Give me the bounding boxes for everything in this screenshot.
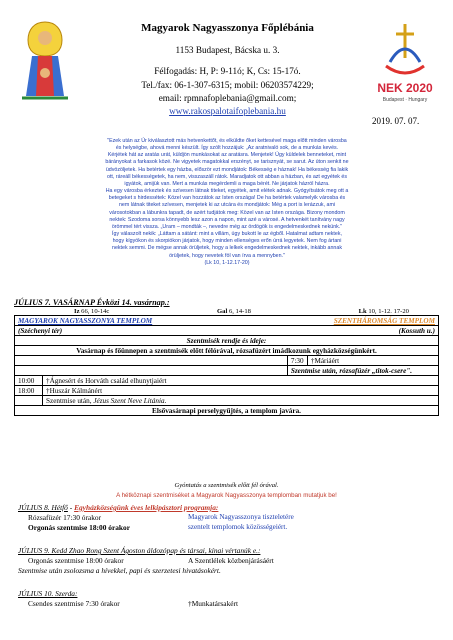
quote-line: Kérjétek hát az aratás urát, küldjön munkásokat az aratásra. Menjetek! Úgy küldelek benneteket, mint <box>107 152 347 159</box>
sunday-readings <box>14 308 439 315</box>
table-row <box>15 376 439 386</box>
table-row <box>15 326 439 336</box>
table-row <box>15 396 439 406</box>
header-info <box>90 22 365 118</box>
quote-line: igyátok, amijük van. Mert a munkás megérdemli a maga bérét. Ne járjatok házról házra. <box>124 180 330 187</box>
parish-logo-icon <box>12 18 78 102</box>
mass-time: 18:00 <box>15 386 43 396</box>
quote-line: Így válaszolt nekik: „Láttam a sátánt: mint a villám, úgy bukott le az égből. Hatalmat adtam nektek, <box>112 231 342 238</box>
table-row <box>15 366 439 376</box>
quote-line: örüljetek, hogy nevetek föl van írva a mennyben." <box>169 252 285 259</box>
church-right-location: (Kossuth u.) <box>307 326 438 336</box>
church-left-name: MAGYAROK NAGYASSZONYA TEMPLOM <box>18 316 153 325</box>
quote-line: Ha egy városba érkeztek és szívesen látnak titeket, egyétek, amit elétek adnak. Gyógyítsátok meg ott a <box>105 188 349 195</box>
quote-line: nektek: Szodoma sorsa könnyebb lesz azon a napon, mint azé a városé. A hetvenkét tanítvány nagy <box>109 216 345 223</box>
monday-intention-2: szentelt templomok közösségeiért. <box>188 523 288 531</box>
weekday-mass-note: A hétköznapi szentmiséket a Magyarok Nagyasszonya templomban mutatjuk be! <box>116 492 337 499</box>
after-mass-note: Szentmise után, rózsafüzér „titok-csere". <box>287 366 438 376</box>
mass-time: 7:30 <box>287 356 307 366</box>
quote-line: városotokban a lábunkra tapadt, de azért tudjátok meg: Közel van az Isten országa. Bizony mondom <box>109 209 345 216</box>
mass-time: 10:00 <box>15 376 43 386</box>
table-row <box>15 336 439 346</box>
quote-line: ott, ráreáll békességetek, ha nem, visszaszáll rátok. Maradjatok ott abban a házban, és azt egyétek és <box>107 173 347 180</box>
email: email: rpmnafoplebania@gmail.com; <box>158 92 297 103</box>
nek-logo-subtext: Budapest · Hungary <box>382 97 428 103</box>
quote-line: "Ezek után az Úr kiválasztott más hetvenkettőt, és elküldte őket kettesével maga előtt minden városba <box>107 138 347 144</box>
tuesday-intention: A Szentlélek közbenjárásáért <box>188 556 274 565</box>
monday-program: Egyházközségünk éves lelkipásztori programja: <box>74 503 219 512</box>
page-header <box>0 0 453 140</box>
table-row <box>15 406 439 416</box>
table-row <box>15 316 439 326</box>
tuesday-section <box>18 546 438 576</box>
mass-intention: †Máriáért <box>307 356 438 366</box>
sunday-schedule <box>14 298 439 416</box>
collection-note: Elsővasárnapi perselygyűjtés, a templom javára. <box>15 406 439 416</box>
gospel-quote <box>22 138 432 267</box>
rosary-note: Vasárnap és főünnepen a szentmisék előtt félórával, rózsafüzért imádkozunk egyházközségünkért. <box>15 346 439 356</box>
wednesday-mass: Csendes szentmise 7:30 órakor <box>28 599 120 608</box>
quote-line: és helységbe, ahová menni készült. Így szólt hozzájuk: „Az aratnivaló sok, de a munkás kevés. <box>115 145 339 152</box>
church-right-name: SZENTHÁROMSÁG TEMPLOM <box>333 316 435 325</box>
table-row <box>15 346 439 356</box>
website-link[interactable]: www.rakospalotaifoplebania.hu <box>169 106 286 117</box>
monday-mass: Orgonás szentmise 18:00 órakor <box>28 523 131 532</box>
quote-line: nem látnak titeket szívesen, menjetek ki az utcára és mondjátok: Még a port is lerázzuk, ami <box>118 202 336 209</box>
quote-line: nektek semmi. De mégse annak örüljetek, hogy a lelkek engedelmeskednek nektek, inkább annak <box>112 245 342 252</box>
bulletin-date: 2019. 07. 07. <box>372 116 420 126</box>
address: 1153 Budapest, Bácska u. 3. <box>175 45 280 56</box>
phone: Tel./fax: 06-1-307-6315; mobil: 06203574229; <box>141 79 314 90</box>
quote-line: üdvözöljetek. Ha betértek egy házba, először ezt mondjátok: Békesség e háznak! Ha békesség fia lakik <box>105 166 349 173</box>
sunday-title: JÚLIUS 7. VASÁRNAP Évközi 14. vasárnap.: <box>14 298 170 307</box>
reading: Gal 6, 14-18 <box>217 308 251 315</box>
table-row <box>15 386 439 396</box>
nek-logo-text: NEK 2020 <box>377 81 433 95</box>
tuesday-mass: Orgonás szentmise 18:00 órakor <box>28 556 124 565</box>
nek-2020-logo-icon <box>370 18 440 108</box>
quote-line: bárányokat a farkasok közé. Ne vigyetek magatokkal erszényt, se tarisznyát, se sarut. Az úton senkit ne <box>105 159 349 166</box>
tuesday-after: Szentmise után zsolozsma a hívekkel, papi és szerzetesi hivatásokért. <box>18 566 221 575</box>
wednesday-title: JÚLIUS 10. Szerda: <box>18 589 78 598</box>
litany-note: Szentmise után, Jézus Szent Neve Litánia. <box>43 396 439 406</box>
quote-line: betegeket s hirdessétek: Közel van hozzátok az Isten országa! De ha betértek valamelyik városba és <box>108 195 346 202</box>
quote-reference: (Lk 10, 1-12.17-20) <box>204 259 250 266</box>
monday-section: JÚLIUS 8. Hétfő - Egyházközségünk éves lelkipásztori programja: Rózsafüzér 17:30 órakor Magyarok Nagyasszonya tiszteletére Orgonás szentmise 18:00 órakor szentelt templomok közösségeiért. <box>18 503 438 533</box>
office-hours: Félfogadás: H, P: 9-11ó; K, Cs: 15-17ó. <box>154 66 301 77</box>
tuesday-title: JÚLIUS 9. Kedd Zhao Rong Szent Ágoston áldozópap és társai, kínai vértanúk e.: <box>18 546 261 555</box>
page-title: Magyarok Nagyasszonya Főplébánia <box>141 22 314 34</box>
quote-line: örömmel tért vissza. „Uram – mondták –, nevedre még az ördögök is engedelmeskednek nekünk." <box>111 223 343 230</box>
reading: Iz 66, 10-14c <box>74 308 110 315</box>
mass-intention: †Huszár Kálmánért <box>43 386 439 396</box>
order-header: Szentmisék rendje és ideje: <box>15 336 439 346</box>
confession-note: Gyóntatás a szentmisék előtt fél órával. <box>174 482 279 489</box>
mass-schedule-table <box>14 315 439 416</box>
reading: Lk 10, 1-12. 17-20 <box>358 308 409 315</box>
monday-intention-1: Magyarok Nagyasszonya tiszteletére <box>188 513 294 521</box>
church-left-location: (Széchenyi tér) <box>15 326 308 336</box>
table-row <box>15 356 439 366</box>
monday-rosary: Rózsafüzér 17:30 órakor <box>28 513 102 522</box>
wednesday-intention: †Munkatársakért <box>188 599 239 608</box>
wednesday-section <box>18 589 438 609</box>
mass-intention: †Ágnesért és Horváth család elhunytjaiért <box>43 376 439 386</box>
monday-title: JÚLIUS 8. Hétfő <box>18 503 68 512</box>
quote-line: hogy kígyókon és skorpiókon járjatok, hogy minden ellenséges erőn úrrá legyetek. Nem fog ártani <box>112 238 342 245</box>
